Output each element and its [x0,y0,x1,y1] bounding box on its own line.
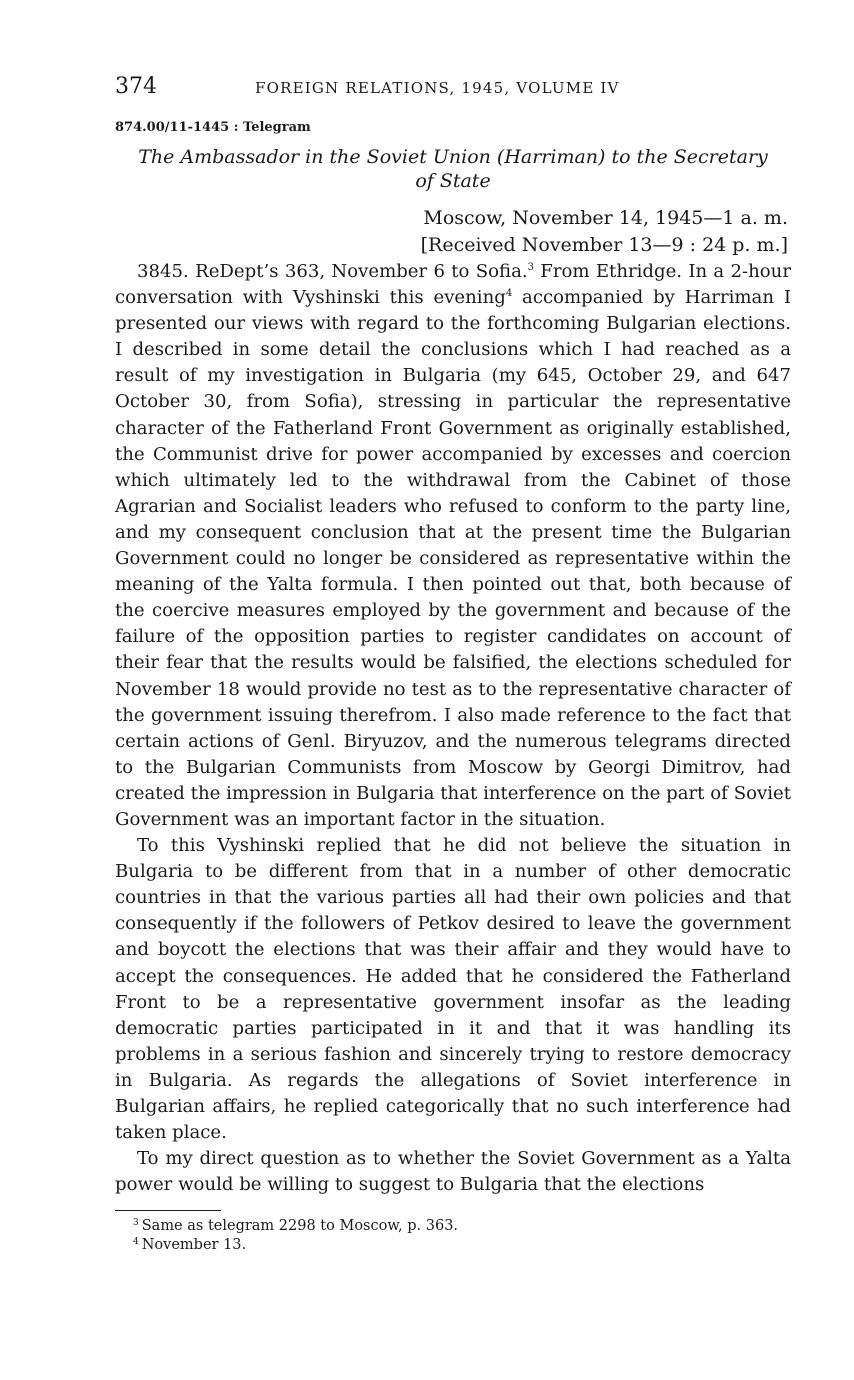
paragraph-1 [115,259,791,833]
document-title-line-1: The Ambassador in the Soviet Union (Harriman) to the Secretary [138,146,768,168]
document-title-line-2: of State [415,170,491,192]
footnote-text: November 13. [141,1237,247,1254]
footnote-ref-3: 3 [527,261,534,273]
footnotes [115,1217,791,1255]
running-title: FOREIGN RELATIONS, 1945, VOLUME IV [255,79,620,97]
paragraph-3: To my direct question as to whether the Soviet Government as a Yalta power would be willing to suggest to Bulgaria that the elections [115,1148,791,1196]
file-reference: 874.00/11-1445 : Telegram [115,120,311,135]
footnote-item [133,1217,791,1236]
footnote-divider [115,1210,221,1211]
dateline-block [115,205,791,259]
paragraph-2: To this Vyshinski replied that he did not believe the situation in Bulgaria to be different from that in a number of other democratic countries in that the various parties all had their own policies and that consequently if the followers of Petkov desired to leave the government and boycott the elections that was their affair and they would have to accept the consequences. He added that he considered the Fatherland Front to be a representative government insofar as the leading democratic parties participated in it and that it was handling its problems in a serious fashion and sincerely trying to restore democracy in Bulgaria. As regards the allegations of Soviet interference in Bulgarian affairs, he replied categorically that no such interference had taken place. [115,835,791,1144]
telegram-body [115,259,791,1198]
footnote-mark: 4 [133,1236,139,1247]
footnote-mark: 3 [133,1217,139,1228]
running-head [115,70,791,106]
footnote-ref-4: 4 [505,288,513,300]
page-number: 374 [115,74,157,99]
paragraph-1-part-b: From Ethridge. In a 2-hour conversation with Vyshinski this evening [115,261,791,309]
paragraph-1-part-c: accompanied by Harriman I presented our views with regard to the forthcoming Bulgarian elections. I described in some detail the conclusions which I had reached as a result of my investigation in Bulgaria (my 645, October 29, and 647 October 30, from Sofia), stressing in particular the representative character of the Fatherland Front Government as originally established, the Communist drive for power accompanied by excesses and coercion which ultimately led to the withdrawal from the Cabinet of those Agrarian and Socialist leaders who refused to conform to the party line, and my consequent conclusion that at the present time the Bulgarian Government could no longer be considered as representative within the meaning of the Yalta formula. I then pointed out that, both because of the coercive measures employed by the government and because of the failure of the opposition parties to register candidates on account of their fear that the results would be falsified, the elections scheduled for November 18 would provide no test as to the representative character of the government issuing therefrom. I also made reference to the fact that certain actions of Genl. Biryuzov, and the numerous telegrams directed to the Bulgarian Communists from Moscow by Georgi Dimitrov, had created the impression in Bulgaria that interference on the part of Soviet Government was an important factor in the situation. [115,287,791,830]
footnote-text: Same as telegram 2298 to Moscow, p. 363. [141,1218,459,1235]
page [115,70,791,1255]
received-line: [Received November 13—9 : 24 p. m.] [420,234,788,256]
dateline: Moscow, November 14, 1945—1 a. m. [423,207,788,229]
footnote-item [133,1236,791,1255]
document-title [115,145,791,193]
paragraph-1-part-a: 3845. ReDept’s 363, November 6 to Sofia. [137,261,528,282]
